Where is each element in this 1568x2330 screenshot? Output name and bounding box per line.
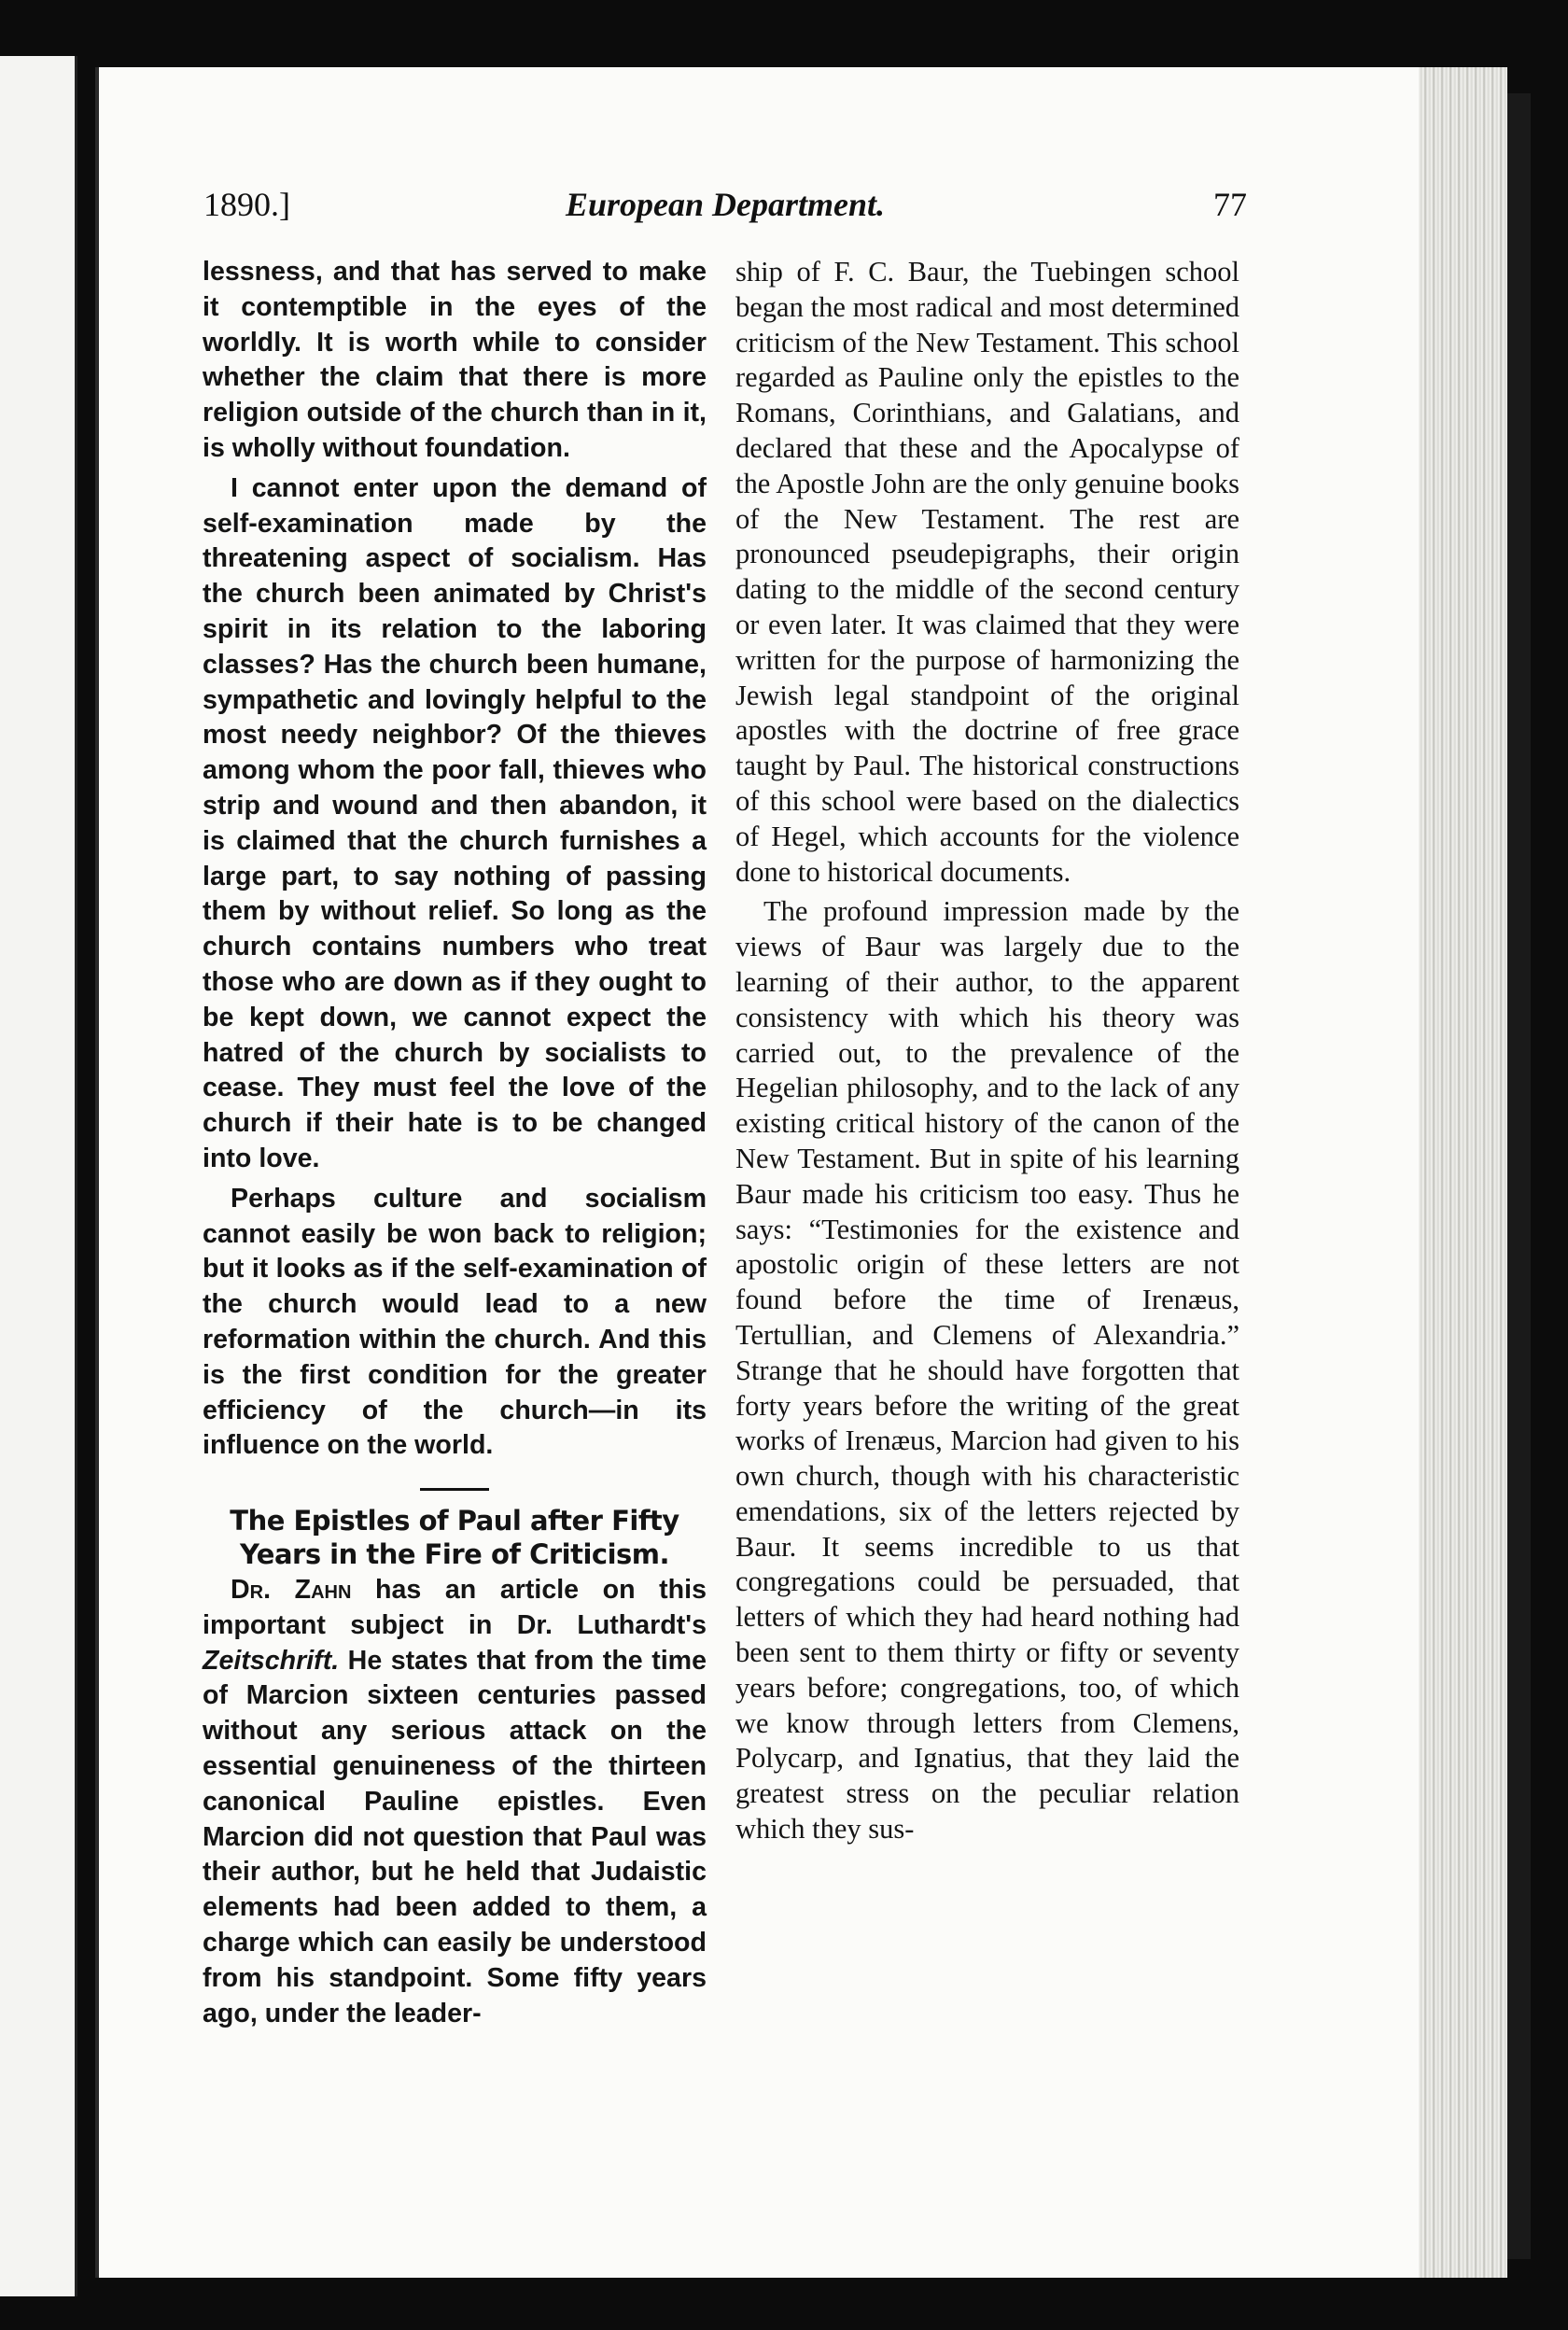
page-number: 77: [1213, 186, 1247, 223]
left-column: [203, 255, 707, 2031]
running-head: [203, 185, 1247, 241]
paragraph-text: He states that from the time of Marcion sixteen centuries passed without any serious attack on the essential genuineness of the thirteen canonical Pauline epistles. Even Marcion did not question that Paul was their author, but he held that Judaistic elements had been added to them, a charge which can easily be understood from his standpoint. Some fifty years ago, under the leader-: [203, 1645, 707, 2028]
section-paragraph: [203, 1573, 707, 2031]
section-divider: [420, 1488, 489, 1491]
paragraph: The profound impression made by the views of Baur was largely due to the learning of their author, to the apparent consistency with which his theory was carried out, to the prevalence of the Hegelian philosophy, and to the lack of any existing critical history of the canon of the New Testament. But in spite of his learning Baur made his criticism too easy. Thus he says: “Testimonies for the existence and apostolic origin of these letters are not found before the time of Irenæus, Tertullian, and Clemens of Alexandria.” Strange that he should have forgotten that forty years before the writing of the great works of Irenæus, Marcion had given to his own church, though with his characteristic emendations, six of the letters rejected by Baur. It seems incredible to us that congregations could be persuaded, that letters of which they had heard nothing had been sent to them thirty or fifty or seventy years before; congregations, too, of which we know through letters from Clemens, Polycarp, and Ignatius, that they laid the greatest stress on the peculiar relation which they sus-: [735, 895, 1239, 1846]
paragraph-text: has an article on this important subject in Dr. Luthardt's: [203, 1575, 707, 1640]
header-title: European Department.: [565, 186, 886, 223]
paragraph: ship of F. C. Baur, the Tuebingen school began the most radical and most determined criticism of the New Testament. This school regarded as Pauline only the epistles to the Romans, Corinthians, and Galatians, and declared that these and the Apocalypse of the Apostle John are the only genuine books of the New Testament. The rest are pronounced pseudepigraphs, their origin dating to the middle of the second century or even later. It was claimed that they were written for the purpose of harmonizing the Jewish legal standpoint of the original apostles with the doctrine of free grace taught by Paul. The historical constructions of this school were based on the dialectics of Hegel, which accounts for the violence done to historical documents.: [735, 256, 1239, 888]
section-heading: The Epistles of Paul after Fifty Years in the Fire of Criticism.: [230, 1505, 679, 1571]
paragraph: lessness, and that has served to make it contemptible in the eyes of the worldly. It is worth while to consider whether the claim that there is more religion outside of the church than in it, is wholly without foundation.: [203, 257, 707, 463]
paragraph: Perhaps culture and socialism cannot easily be won back to religion; but it looks as if the self-examination of the church would lead to a new reformation within the church. And this is the first condition for the greater efficiency of the church—in its influence on the world.: [203, 1183, 707, 1461]
page-stack-edge: [1419, 67, 1507, 2278]
journal-title: Zeitschrift.: [203, 1645, 340, 1676]
header-year: 1890.]: [203, 186, 290, 223]
book-cover-edge: [1507, 93, 1531, 2259]
facing-page-edge: [0, 56, 77, 2296]
author-name: Dr. Zahn: [231, 1575, 352, 1606]
paragraph: I cannot enter upon the demand of self-examination made by the threatening aspect of socialism. Has the church been animated by Christ's spirit in its relation to the laboring classes? Has the church been humane, sympathetic and lovingly helpful to the most needy neighbor? Of the thieves among whom the poor fall, thieves who strip and wound and then abandon, it is claimed that the church furnishes a large part, to say nothing of passing them by without relief. So long as the church contains numbers who treat those who are down as if they ought to be kept down, we cannot expect the hatred of the church by socialists to cease. They must feel the love of the church if their hate is to be changed into love.: [203, 472, 707, 1173]
right-column: [735, 255, 1239, 1847]
